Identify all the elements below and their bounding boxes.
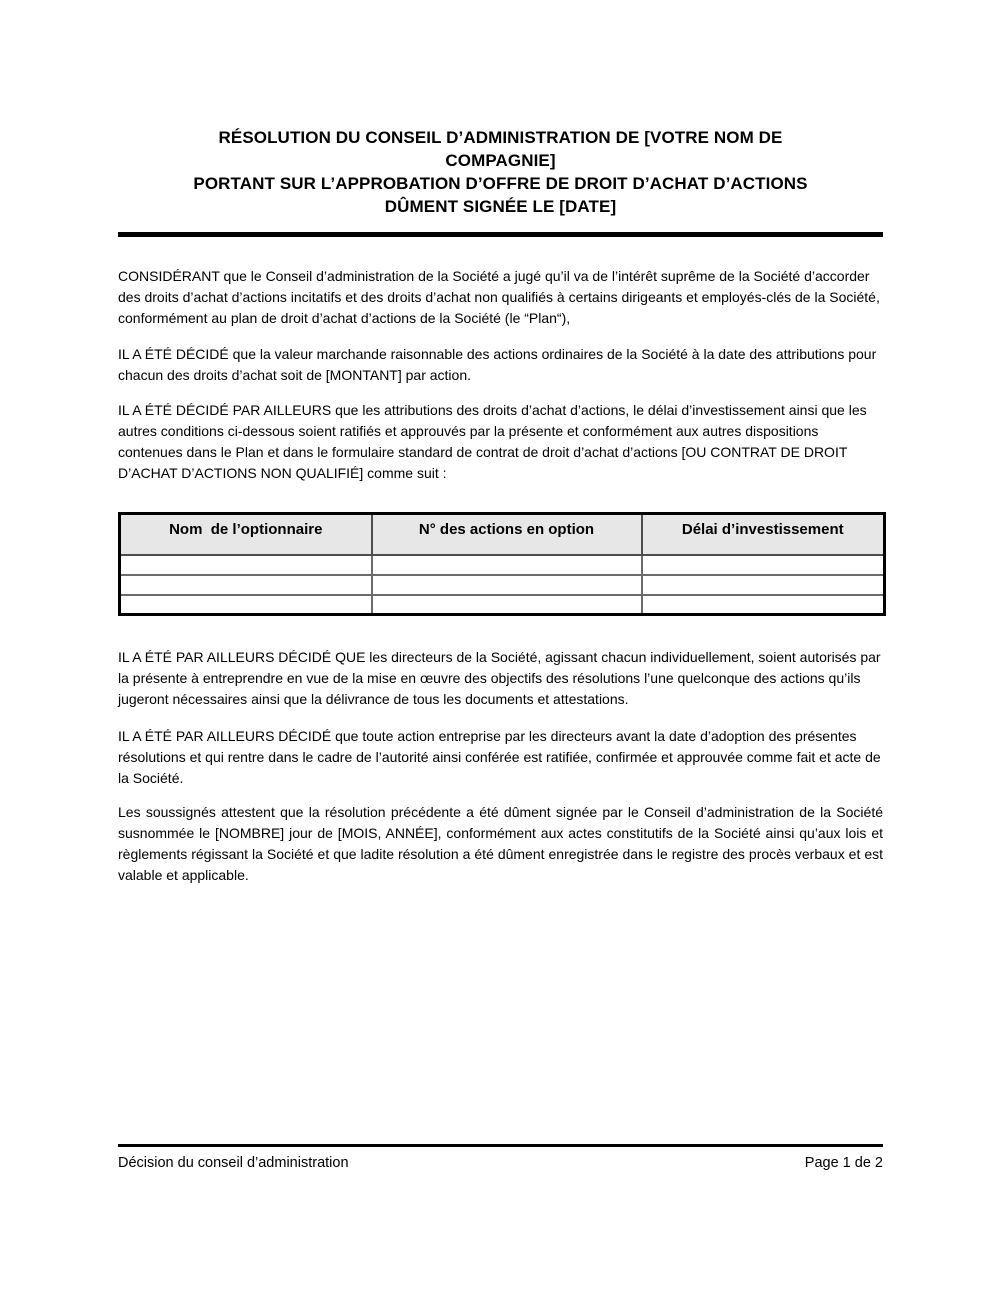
- paragraph-considerant: CONSIDÉRANT que le Conseil d’administration de la Société a jugé qu’il va de l’intérêt suprême de la Société d’accorder des droits d’achat d’actions incitatifs et des droits d’achat non qualifiés à certains dirigeants et employés-clés de la Société, conformément au plan de droit d’achat d’actions de la Société (le “Plan“),: [118, 268, 880, 326]
- table-cell: [642, 595, 885, 615]
- table-cell: [120, 575, 372, 595]
- table-cell: [642, 555, 885, 575]
- paragraph-ratification: IL A ÉTÉ PAR AILLEURS DÉCIDÉ que toute action entreprise par les directeurs avant la date d’adoption des présentes résolutions et qui rentre dans le cadre de l’autorité ainsi conférée est ratifiée, confirmée et approuvée comme fait et acte de la Société.: [118, 728, 881, 786]
- table-header-option-shares: N° des actions en option: [372, 514, 642, 555]
- footer-document-title: Décision du conseil d’administration: [118, 1155, 349, 1171]
- paragraph-attestation: Les soussignés attestent que la résolution précédente a été dûment signée par le Conseil d’administration de la Société susnommée le [NOMBRE] jour de [MOIS, ANNÉE], conformément aux actes constitutifs de la Société ainsi qu’aux lois et règlements régissant la Société et que ladite résolution a été dûment enregistrée dans le registre des procès verbaux et est valable et applicable.: [118, 804, 883, 883]
- title-rule: [118, 232, 883, 237]
- table-row: [120, 595, 885, 615]
- paragraph-decide-par-ailleurs: IL A ÉTÉ DÉCIDÉ PAR AILLEURS que les attributions des droits d’achat d’actions, le délai d’investissement ainsi que les autres conditions ci-dessous soient ratifiés et approuvés par la présente et conformément aux autres dispositions contenues dans le Plan et dans le formulaire standard de contrat de droit d’achat d’actions [OU CONTRAT DE DROIT D’ACHAT D’ACTIONS NON QUALIFIÉ] comme suit :: [118, 402, 867, 481]
- footer-page-number: Page 1 de 2: [804, 1155, 883, 1171]
- table-cell: [372, 595, 642, 615]
- table-header-vesting-period: Délai d’investissement: [642, 514, 885, 555]
- table-header-row: [120, 514, 885, 555]
- paragraph-decide: IL A ÉTÉ DÉCIDÉ que la valeur marchande raisonnable des actions ordinaires de la Société à la date des attributions pour chacun des droits d’achat soit de [MONTANT] par action.: [118, 346, 877, 383]
- footer-rule: [118, 1144, 883, 1147]
- table-cell: [120, 555, 372, 575]
- table-header-optionee-name: Nom de l’optionnaire: [120, 514, 372, 555]
- table-cell: [372, 555, 642, 575]
- table-row: [120, 555, 885, 575]
- table-cell: [372, 575, 642, 595]
- title-line-2: COMPAGNIE]: [445, 151, 556, 170]
- options-table: [118, 512, 886, 616]
- title-line-1: RÉSOLUTION DU CONSEIL D’ADMINISTRATION DE [VOTRE NOM DE: [218, 128, 783, 147]
- document-page: [118, 0, 883, 886]
- title-line-3: PORTANT SUR L’APPROBATION D’OFFRE DE DROIT D’ACHAT D’ACTIONS: [193, 174, 808, 193]
- title-line-4: DÛMENT SIGNÉE LE [DATE]: [384, 197, 617, 216]
- table-row: [120, 575, 885, 595]
- page-footer: [118, 1144, 883, 1172]
- paragraph-directeurs: IL A ÉTÉ PAR AILLEURS DÉCIDÉ QUE les directeurs de la Société, agissant chacun individuellement, soient autorisés par la présente à entreprendre en vue de la mise en œuvre des objectifs des résolutions l’une quelconque des actions qu’ils jugeront nécessaires ainsi que la délivrance de tous les documents et attestations.: [118, 649, 881, 707]
- document-title: [118, 126, 883, 218]
- table-cell: [120, 595, 372, 615]
- table-cell: [642, 575, 885, 595]
